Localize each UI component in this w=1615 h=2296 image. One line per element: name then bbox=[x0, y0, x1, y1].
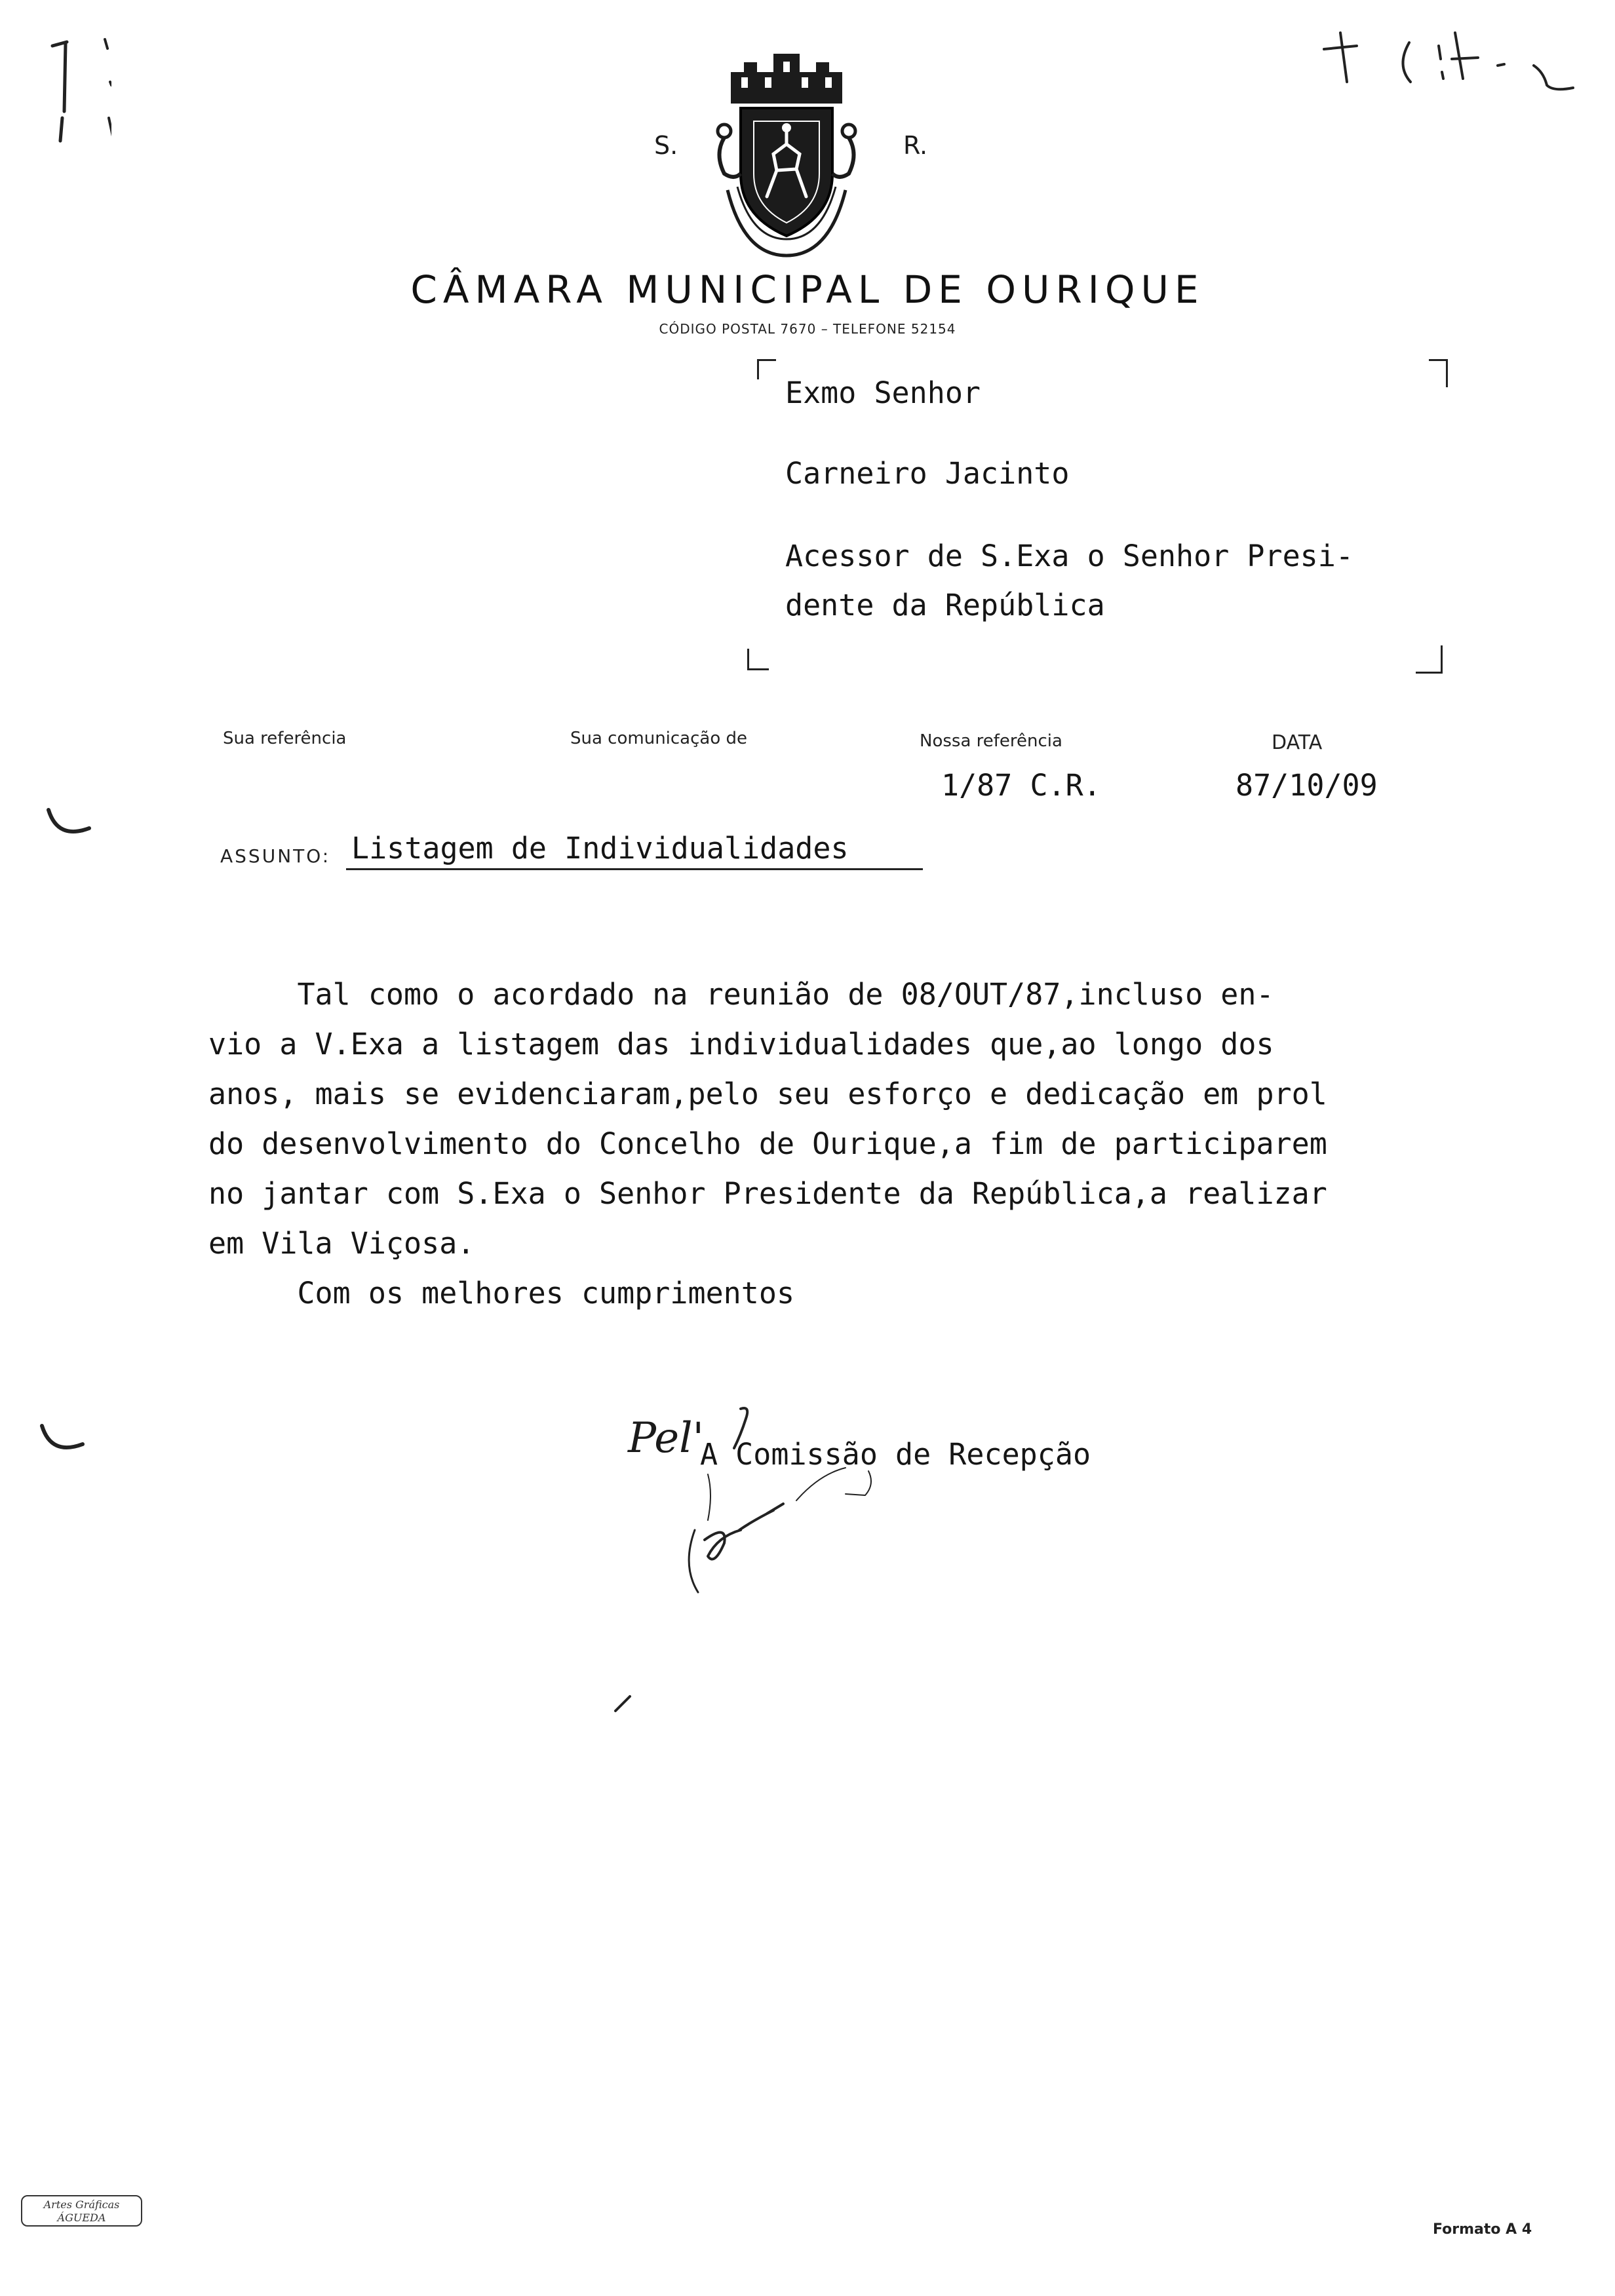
body-line: Com os melhores cumprimentos bbox=[208, 1276, 795, 1311]
handwritten-signature bbox=[669, 1396, 950, 1612]
signature-printed-name: A Comissão de Recepção bbox=[700, 1437, 1091, 1472]
sua-referencia-label: Sua referência bbox=[223, 729, 347, 748]
data-value: 87/10/09 bbox=[1236, 768, 1378, 803]
subject-value: Listagem de Individualidades bbox=[351, 831, 849, 866]
letter-body bbox=[208, 970, 1454, 1318]
address-corner-top-right bbox=[1429, 359, 1448, 387]
body-line: anos, mais se evidenciaram,pelo seu esforço e dedicação em prol bbox=[208, 1077, 1327, 1111]
printer-stamp: Artes Gráficas ÁGUEDA bbox=[21, 2195, 142, 2227]
form-format-label: Formato A 4 bbox=[1433, 2221, 1532, 2238]
sua-comunicacao-label: Sua comunicação de bbox=[570, 729, 748, 748]
margin-scribble-top-left bbox=[26, 20, 111, 144]
body-line: Tal como o acordado na reunião de 08/OUT/87,incluso en- bbox=[208, 977, 1274, 1012]
subject-label: ASSUNTO: bbox=[220, 845, 331, 867]
body-line: do desenvolvimento do Concelho de Ourique,a fim de participarem bbox=[208, 1126, 1327, 1161]
data-label: DATA bbox=[1272, 731, 1323, 754]
ink-stroke bbox=[613, 1694, 632, 1713]
nossa-referencia-label: Nossa referência bbox=[920, 731, 1062, 751]
recipient-title-line-2: dente da República bbox=[785, 588, 1105, 622]
address-corner-bottom-left bbox=[747, 649, 769, 670]
body-line: em Vila Viçosa. bbox=[208, 1226, 475, 1261]
nossa-referencia-value: 1/87 C.R. bbox=[941, 768, 1101, 803]
address-corner-bottom-right bbox=[1416, 645, 1443, 674]
organization-name: CÂMARA MUNICIPAL DE OURIQUE bbox=[410, 267, 1205, 312]
address-corner-top-left bbox=[757, 359, 776, 379]
body-line: vio a V.Exa a listagem das individualidades que,ao longo dos bbox=[208, 1027, 1274, 1062]
subject-underline bbox=[346, 868, 923, 870]
margin-hole-mark-1 bbox=[45, 806, 94, 845]
recipient-title-line-1: Acessor de S.Exa o Senhor Presi- bbox=[785, 539, 1353, 573]
handwritten-annotation-top-right bbox=[1317, 20, 1580, 92]
organization-contact: CÓDIGO POSTAL 7670 – TELEFONE 52154 bbox=[659, 321, 956, 337]
municipal-crest-icon bbox=[705, 39, 868, 262]
margin-hole-mark-2 bbox=[38, 1422, 87, 1461]
signature-prefix-handwritten: Pel' bbox=[628, 1414, 705, 1463]
recipient-name: Carneiro Jacinto bbox=[785, 456, 1070, 491]
crest-initial-right: R. bbox=[903, 131, 928, 160]
crest-initial-left: S. bbox=[654, 131, 678, 160]
body-line: no jantar com S.Exa o Senhor Presidente da República,a realizar bbox=[208, 1176, 1327, 1211]
recipient-salutation: Exmo Senhor bbox=[785, 375, 981, 410]
